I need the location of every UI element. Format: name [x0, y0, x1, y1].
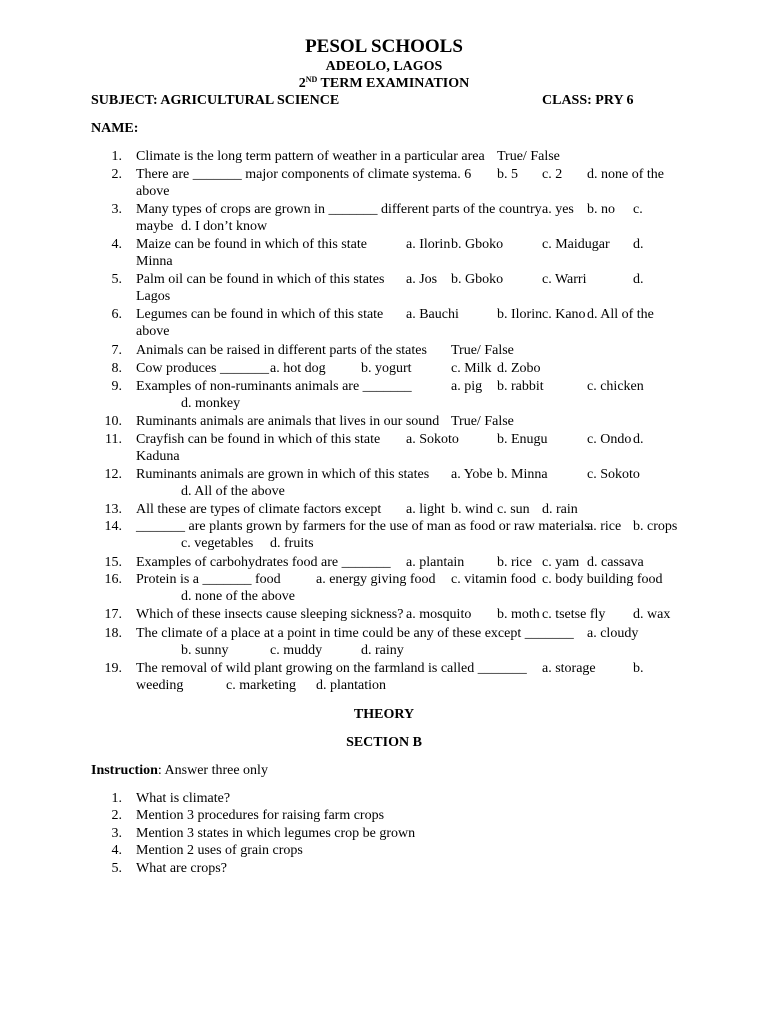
- answer-option: d. All of the: [587, 307, 654, 322]
- answer-option: a. Ilorin: [406, 237, 451, 252]
- answer-option: True/ False: [451, 414, 514, 429]
- answer-option: a. pig: [451, 379, 483, 394]
- answer-option: a. Yobe: [451, 467, 493, 482]
- answer-option: c. vegetables: [181, 536, 254, 551]
- answer-option: True/ False: [497, 149, 560, 164]
- question-text-continued: above: [136, 324, 170, 339]
- instruction-text: : Answer three only: [157, 763, 268, 778]
- answer-option: a. energy giving food: [316, 572, 436, 587]
- answer-option: b. wind: [451, 502, 493, 517]
- question-text: Cow produces _______: [136, 361, 269, 376]
- subject-label: SUBJECT: AGRICULTURAL SCIENCE: [91, 93, 340, 108]
- answer-option: c.: [633, 202, 643, 217]
- question-text: Which of these insects cause sleeping sickness?: [136, 607, 404, 622]
- question-text-continued: maybe: [136, 219, 174, 234]
- question-text-continued: above: [136, 184, 170, 199]
- question-number: 6.: [111, 307, 122, 322]
- school-location: ADEOLO, LAGOS: [325, 59, 443, 74]
- instruction-label: Instruction: [91, 763, 158, 778]
- question-number: 5.: [111, 272, 122, 287]
- theory-question-number: 2.: [111, 808, 122, 823]
- question-text: Maize can be found in which of this state: [136, 237, 367, 252]
- instruction-line: [91, 762, 268, 779]
- theory-question-number: 3.: [111, 826, 122, 841]
- answer-option: c. Ondo: [587, 432, 632, 447]
- answer-option: c. Sokoto: [587, 467, 640, 482]
- answer-option: c. tsetse fly: [542, 607, 606, 622]
- question-text-continued: Kaduna: [136, 449, 180, 464]
- question-text: Examples of non-ruminants animals are _______: [136, 379, 412, 394]
- theory-question-text: Mention 2 uses of grain crops: [136, 843, 303, 858]
- answer-option: a. hot dog: [270, 361, 326, 376]
- answer-option: b. no: [587, 202, 615, 217]
- answer-option: b. crops: [633, 519, 678, 534]
- question-text: Protein is a _______ food: [136, 572, 281, 587]
- question-number: 18.: [104, 626, 122, 641]
- answer-option: b. rice: [497, 555, 532, 570]
- answer-option: a. light: [406, 502, 445, 517]
- question-text: Ruminants animals are animals that lives in our sound: [136, 414, 440, 429]
- theory-question-text: Mention 3 states in which legumes crop be grown: [136, 826, 416, 841]
- school-name: PESOL SCHOOLS: [305, 36, 463, 57]
- question-number: 15.: [104, 555, 122, 570]
- answer-option: c. yam: [542, 555, 580, 570]
- answer-option: d. Zobo: [497, 361, 541, 376]
- question-number: 17.: [104, 607, 122, 622]
- question-number: 14.: [104, 519, 122, 534]
- question-text: There are _______ major components of climate system: [136, 167, 452, 182]
- question-number: 4.: [111, 237, 122, 252]
- question-text: Legumes can be found in which of this state: [136, 307, 384, 322]
- question-number: 2.: [111, 167, 122, 182]
- answer-option: b. sunny: [181, 643, 229, 658]
- question-number: 7.: [111, 343, 122, 358]
- answer-option: c. Warri: [542, 272, 587, 287]
- answer-option: a. Jos: [406, 272, 438, 287]
- answer-option: b. 5: [497, 167, 518, 182]
- answer-option: b. Minna: [497, 467, 548, 482]
- question-text: Animals can be raised in different parts of the states: [136, 343, 427, 358]
- question-number: 1.: [111, 149, 122, 164]
- term-ordinal-suffix: ND: [305, 75, 318, 84]
- question-number: 9.: [111, 379, 122, 394]
- question-number: 12.: [104, 467, 122, 482]
- question-text-continued: Lagos: [136, 289, 171, 304]
- question-number: 16.: [104, 572, 122, 587]
- answer-option: a. mosquito: [406, 607, 472, 622]
- question-number: 13.: [104, 502, 122, 517]
- section-heading: SECTION B: [346, 735, 422, 750]
- question-number: 8.: [111, 361, 122, 376]
- question-text: Palm oil can be found in which of this states: [136, 272, 385, 287]
- theory-question-number: 1.: [111, 791, 122, 806]
- question-text: Ruminants animals are grown in which of this states: [136, 467, 430, 482]
- answer-option: c. vitamin food: [451, 572, 537, 587]
- answer-option: d.: [633, 237, 644, 252]
- answer-option: c. Maidugar: [542, 237, 610, 252]
- answer-option: b. rabbit: [497, 379, 544, 394]
- answer-option: d. monkey: [181, 396, 241, 411]
- answer-option: b. Enugu: [497, 432, 548, 447]
- answer-option: c. muddy: [270, 643, 323, 658]
- answer-option: d. I don’t know: [181, 219, 268, 234]
- question-text: Climate is the long term pattern of weather in a particular area: [136, 149, 485, 164]
- theory-question-text: What is climate?: [136, 791, 231, 806]
- answer-option: c. body building food: [542, 572, 663, 587]
- question-text: _______ are plants grown by farmers for the use of man as food or raw materials: [136, 519, 590, 534]
- answer-option: d. rainy: [361, 643, 404, 658]
- answer-option: b. Gboko: [451, 237, 504, 252]
- answer-option: b. Gboko: [451, 272, 504, 287]
- answer-option: d. fruits: [270, 536, 314, 551]
- answer-option: d. none of the: [587, 167, 664, 182]
- answer-option: a. yes: [542, 202, 574, 217]
- answer-option: d.: [633, 432, 644, 447]
- answer-option: d. All of the above: [181, 484, 285, 499]
- answer-option: a. plantain: [406, 555, 465, 570]
- answer-option: b. yogurt: [361, 361, 412, 376]
- answer-option: c. Milk: [451, 361, 492, 376]
- question-number: 11.: [105, 432, 122, 447]
- answer-option: a. storage: [542, 661, 596, 676]
- theory-heading: THEORY: [353, 707, 415, 722]
- term-number: 2: [298, 76, 306, 91]
- answer-option: c. 2: [542, 167, 563, 182]
- answer-option: a. 6: [451, 167, 472, 182]
- name-field-label: NAME:: [91, 121, 139, 136]
- answer-option: a. Sokoto: [406, 432, 459, 447]
- answer-option: c. marketing: [226, 678, 296, 693]
- question-text: Examples of carbohydrates food are _______: [136, 555, 391, 570]
- question-number: 19.: [104, 661, 122, 676]
- question-number: 10.: [104, 414, 122, 429]
- answer-option: b. moth: [497, 607, 540, 622]
- question-text: The climate of a place at a point in time could be any of these except _______: [136, 626, 574, 641]
- answer-option: d. cassava: [587, 555, 644, 570]
- answer-option: b. Ilorin: [497, 307, 543, 322]
- theory-question-text: What are crops?: [136, 861, 227, 876]
- theory-question-number: 5.: [111, 861, 122, 876]
- answer-option: True/ False: [451, 343, 514, 358]
- answer-option: d. wax: [633, 607, 671, 622]
- answer-option: d. rain: [542, 502, 578, 517]
- question-text: Many types of crops are grown in _______ different parts of the country: [136, 202, 542, 217]
- answer-option: b.: [633, 661, 644, 676]
- answer-option: c. sun: [497, 502, 530, 517]
- question-text-continued: weeding: [136, 678, 184, 693]
- answer-option: c. Kano: [542, 307, 586, 322]
- term-label: TERM EXAMINATION: [317, 76, 470, 91]
- answer-option: d.: [633, 272, 644, 287]
- theory-question-number: 4.: [111, 843, 122, 858]
- question-text: Crayfish can be found in which of this state: [136, 432, 381, 447]
- answer-option: a. Bauchi: [406, 307, 459, 322]
- question-number: 3.: [111, 202, 122, 217]
- class-label: CLASS: PRY 6: [542, 93, 634, 108]
- answer-option: a. rice: [587, 519, 622, 534]
- term-heading: [0, 75, 768, 92]
- question-text: All these are types of climate factors except: [136, 502, 382, 517]
- theory-question-text: Mention 3 procedures for raising farm crops: [136, 808, 385, 823]
- answer-option: a. cloudy: [587, 626, 639, 641]
- answer-option: c. chicken: [587, 379, 644, 394]
- question-text-continued: Minna: [136, 254, 173, 269]
- answer-option: d. plantation: [316, 678, 386, 693]
- answer-option: d. none of the above: [181, 589, 295, 604]
- question-text: The removal of wild plant growing on the farmland is called _______: [136, 661, 527, 676]
